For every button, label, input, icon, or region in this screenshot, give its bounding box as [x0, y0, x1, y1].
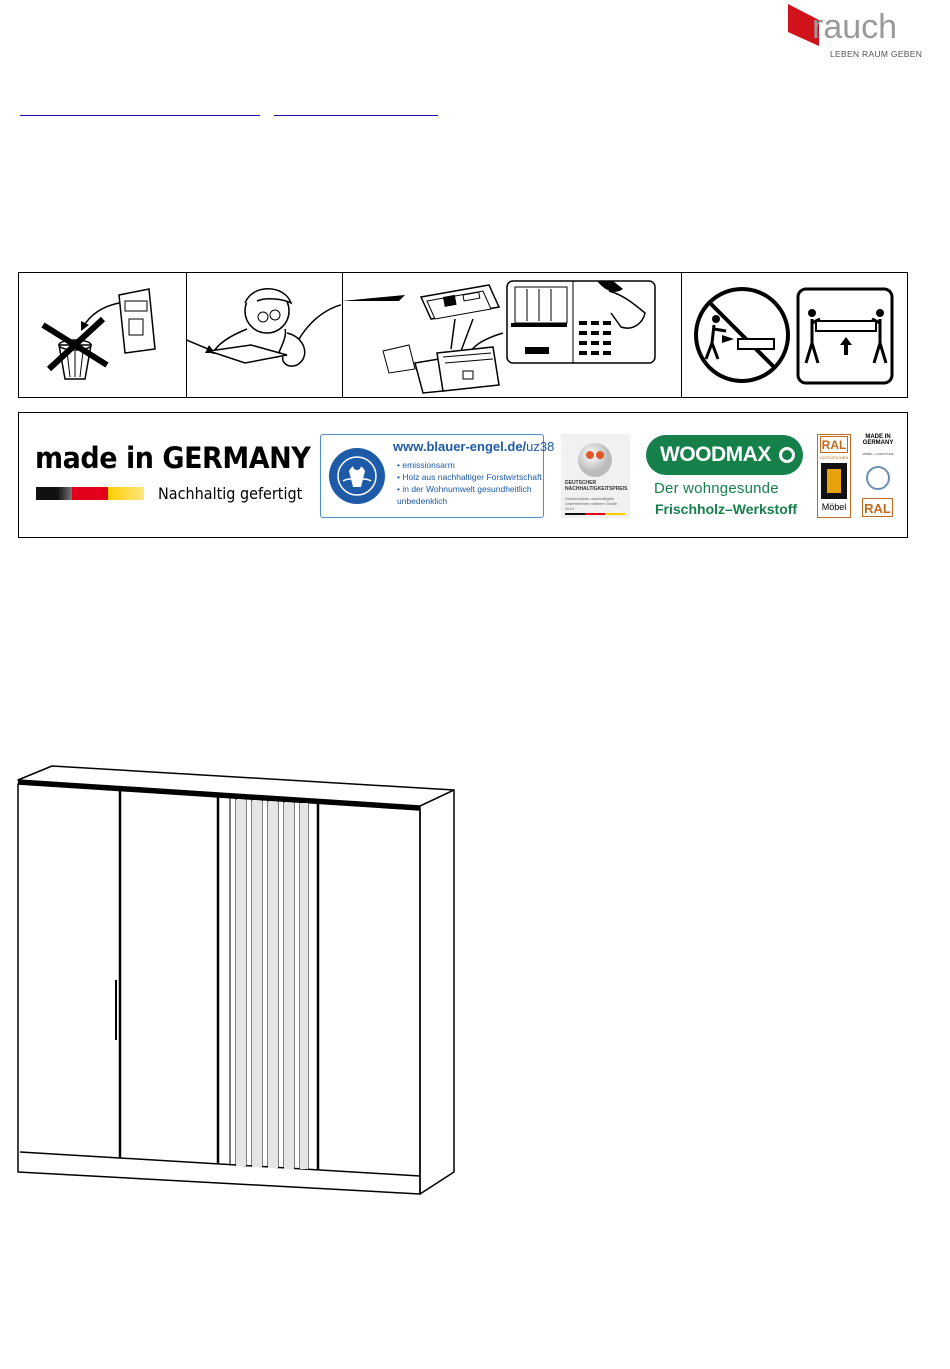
- list-item: • emissionsarm: [397, 459, 542, 471]
- blauer-engel-badge: [320, 434, 555, 518]
- rauch-logo: [786, 2, 923, 60]
- instruction-strip: [18, 272, 908, 398]
- lift-not-push-icon: [682, 273, 906, 397]
- mig-seal-icon: [866, 466, 890, 490]
- list-item: • Holz aus nachhaltiger Forstwirtschaft: [397, 471, 542, 483]
- mig-badge-sub: MÖBEL + FURNITURE: [862, 452, 894, 456]
- file-and-labels-icon: [343, 273, 681, 397]
- instruction-cell-dont-discard: [19, 273, 187, 397]
- mig-badge-title: MADE IN GERMANY: [862, 434, 894, 446]
- award-subtitle: Deutschlands nachhaltigste Unternehmen mittlerer Größe 2014: [565, 496, 618, 511]
- m-quality-mark-icon: [821, 463, 847, 499]
- award-sphere-icon: [575, 440, 615, 480]
- list-item: • in der Wohnumwelt gesundheitlich unbedenklich: [397, 483, 537, 507]
- trash-crossed-icon: [19, 273, 185, 397]
- instruction-cell-read: [187, 273, 343, 397]
- blauer-engel-icon: [327, 441, 387, 511]
- ral-label-2: RAL: [862, 498, 893, 517]
- wardrobe-drawing: [0, 740, 470, 1210]
- ral-gutezeichen: GÜTEZEICHEN: [819, 455, 849, 460]
- link-1[interactable]: [20, 98, 260, 116]
- logo-brand: rauch: [812, 8, 898, 46]
- woodmax-logo: [646, 435, 803, 475]
- ral-label: RAL: [821, 438, 847, 452]
- woodmax-name: WOODMAX: [660, 443, 771, 466]
- ral-made-in-germany-badge: [861, 434, 895, 518]
- award-title: DEUTSCHER NACHHALTIGKEITSPREIS: [565, 480, 628, 492]
- made-in-germany-subtitle: Nachhaltig gefertigt: [158, 484, 303, 503]
- link-2[interactable]: [274, 98, 438, 116]
- instruction-cell-lift: [682, 273, 908, 397]
- moebel-label: Möbel: [821, 502, 847, 512]
- link-1-underline: [20, 115, 260, 116]
- made-in-germany-title: made in GERMANY: [35, 441, 311, 475]
- certification-strip: [18, 412, 908, 538]
- blauer-engel-list: [397, 459, 542, 507]
- blauer-engel-url: www.blauer-engel.de/uz38: [393, 439, 555, 454]
- woodmax-line2: Frischholz–Werkstoff: [655, 501, 798, 517]
- germany-flag-stripe: [36, 487, 144, 500]
- nachhaltigkeitspreis-badge: [561, 434, 630, 518]
- woodmax-dot-icon: [779, 447, 795, 463]
- instruction-cell-keep: [343, 273, 682, 397]
- person-reading-icon: [187, 273, 341, 397]
- woodmax-line1: Der wohngesunde: [654, 480, 779, 497]
- logo-tagline: LEBEN RAUM GEBEN: [830, 49, 923, 59]
- ral-moebel-badge: [817, 434, 851, 518]
- link-2-underline: [274, 115, 438, 116]
- award-flag: [565, 513, 625, 515]
